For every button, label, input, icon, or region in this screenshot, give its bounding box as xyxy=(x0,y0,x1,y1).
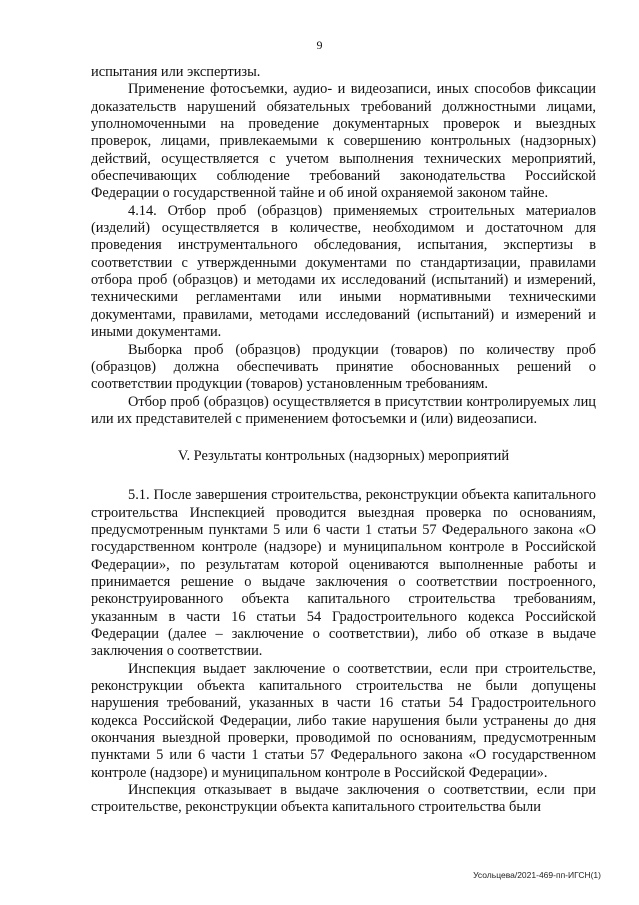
paragraph-sampling-presence: Отбор проб (образцов) осуществляется в присутствии контролируемых лиц или их представителей с применением фотосъемки и (или) видеозаписи. xyxy=(91,393,596,427)
paragraph-refusal: Инспекция отказывает в выдаче заключения о соответствии, если при строительстве, реконструкции объекта капитального строительства были xyxy=(91,782,596,816)
page-number: 9 xyxy=(316,38,323,52)
paragraph-5-1-inspection: 5.1. После завершения строительства, реконструкции объекта капитального строительства Инспекцией проводится выездная проверка по основаниям, предусмотренным пунктами 5 или 6 части 1 статьи 57 Федерального закона «О государственном контроле (надзоре) и муниципальном контроле в Российской Федерации», по результатам которой оцениваются выполненные работы и принимается решение о выдаче заключения о соответствии построенного, реконструированного объекта капитального строительства требованиям, указанным в части 16 статьи 54 Градостроительного кодекса Российской Федерации (далее – заключение о соответствии), либо об отказе в выдаче заключения о соответствии. xyxy=(91,487,596,660)
spacer xyxy=(91,428,596,448)
paragraph-photo-recording: Применение фотосъемки, аудио- и видеозаписи, иных способов фиксации доказательств нарушений обязательных требований должностными лицами, уполномоченными на проведение документарных проверок и выездных проверок, лицами, привлекаемыми к совершению контрольных (надзорных) действий, осуществляется с учетом выполнения технических мероприятий, обеспечивающих соблюдение требований законодательства Российской Федерации о государственной тайне и об иной охраняемой законом тайне. xyxy=(91,81,596,202)
document-body xyxy=(91,64,596,817)
paragraph-continuation: испытания или экспертизы. xyxy=(91,64,261,80)
footer-document-code: Усольцева/2021-469-пп-ИГСН(1) xyxy=(473,870,601,880)
paragraph-issue-conclusion: Инспекция выдает заключение о соответствии, если при строительстве, реконструкции объекта капитального строительства не были допущены нарушения требований, указанных в части 16 статьи 54 Градостроительного кодекса Российской Федерации, либо такие нарушения были устранены до дня окончания выездной проверки, проводимой по основаниям, предусмотренным пунктами 5 или 6 части 1 статьи 57 Федерального закона «О государственном контроле (надзоре) и муниципальном контроле в Российской Федерации». xyxy=(91,660,596,781)
section-heading: V. Результаты контрольных (надзорных) мероприятий xyxy=(177,448,510,465)
spacer xyxy=(91,465,596,487)
paragraph-4-14-sampling: 4.14. Отбор проб (образцов) применяемых строительных материалов (изделий) осуществляется в количестве, необходимом и достаточном для проведения инструментального обследования, испытания, экспертизы в соответствии с утвержденными документами по стандартизации, правилами отбора проб (образцов) и методами их исследований (испытаний) и измерений, техническими регламентами или иными нормативными техническими документами, правилами, методами исследований (испытаний) и измерений и иными документами. xyxy=(91,202,596,341)
paragraph-sample-selection: Выборка проб (образцов) продукции (товаров) по количеству проб (образцов) должна обеспечивать принятие обоснованных решений о соответствии продукции (товаров) установленным требованиям. xyxy=(91,341,596,393)
